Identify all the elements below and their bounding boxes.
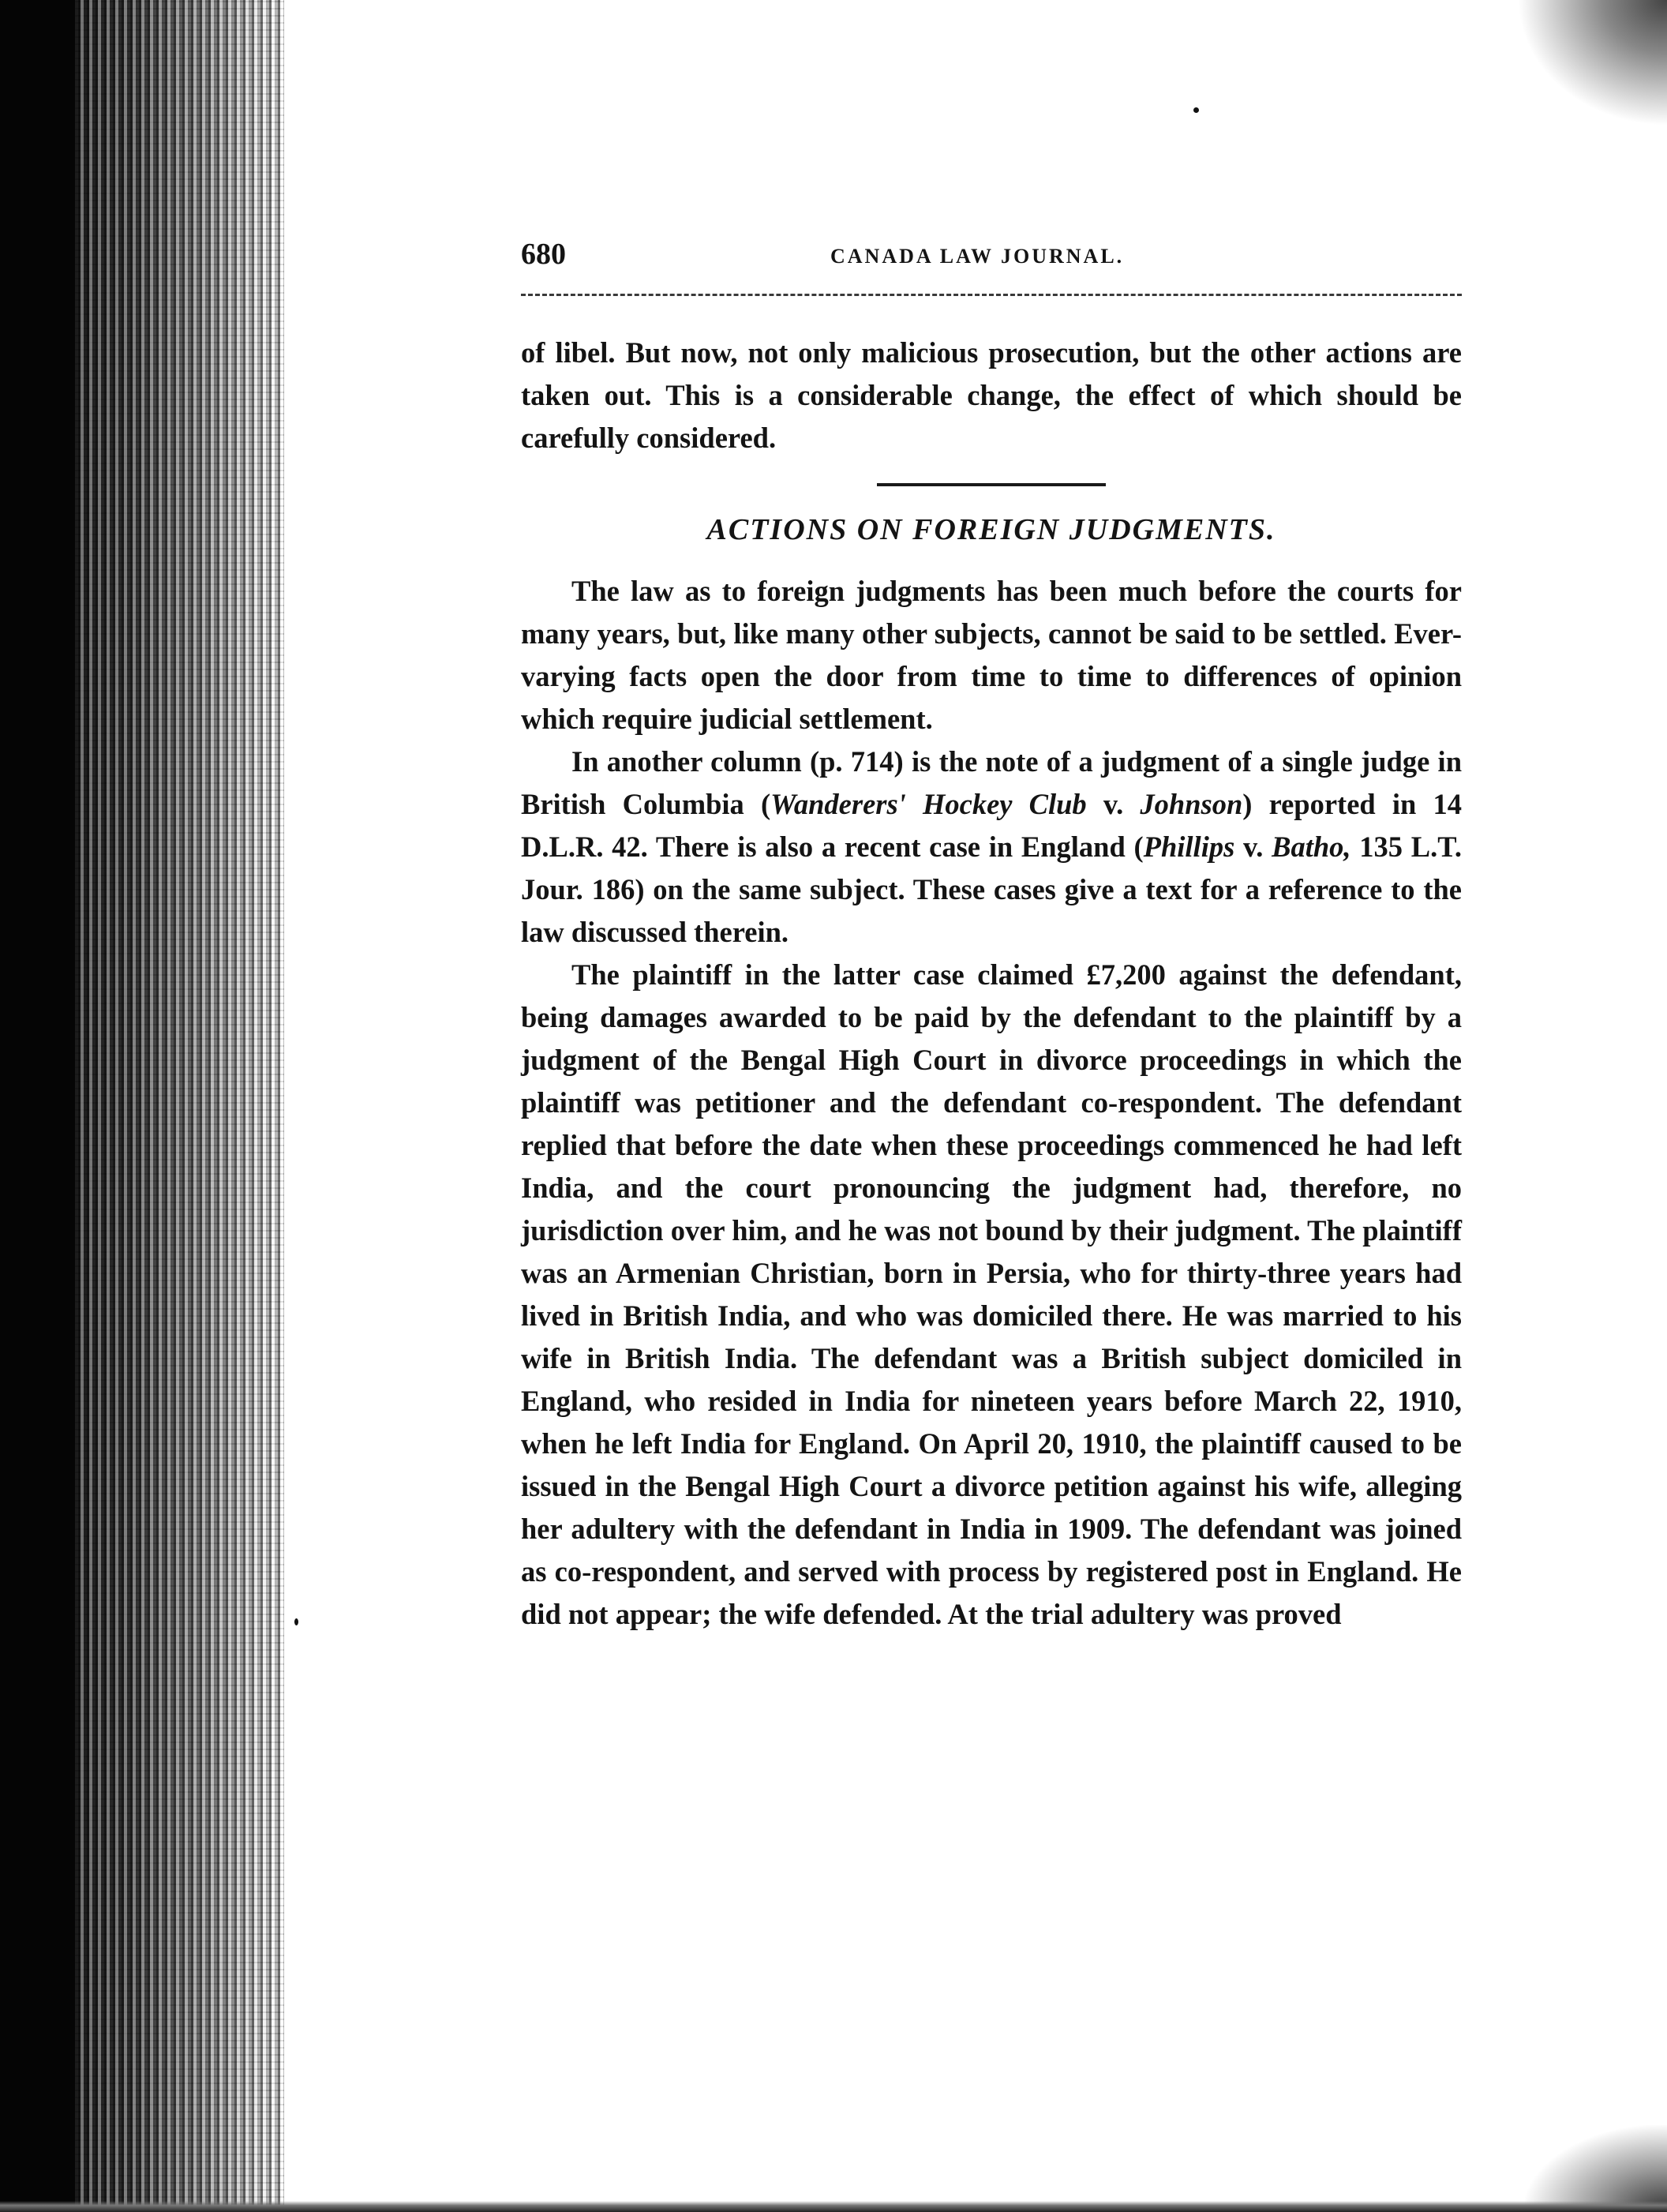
page-number: 680	[521, 238, 566, 271]
scan-speck	[294, 1618, 298, 1625]
binding-edge	[0, 0, 75, 2212]
paragraph	[521, 740, 1462, 954]
paragraph-text: In another column (p. 714) is the note of a judgment of a single judge in British Columbia (	[521, 745, 1462, 820]
paragraph-text: ) reported in 14 D.L.R. 42. There is also a recent case in England (	[521, 788, 1462, 863]
page-body	[521, 332, 1462, 1636]
continued-paragraph: of libel. But now, not only malicious prosecution, but the other actions are taken out. This is a considerable change, the effect of which should be carefully considered.	[521, 336, 1462, 454]
case-name: Johnson	[1140, 788, 1243, 820]
case-name: Batho,	[1272, 830, 1351, 863]
scan-bottom-edge	[0, 2201, 1667, 2212]
case-name: Wanderers' Hockey Club	[770, 788, 1087, 820]
paragraph: The law as to foreign judgments has been much before the courts for many years, but, like many other subjects, cannot be said to be settled. Ever-varying facts open the door from time to time to differences of opinion which require judicial settlement.	[521, 575, 1462, 735]
scan-corner-top-right	[1517, 0, 1667, 126]
running-title: CANADA LAW JOURNAL.	[830, 245, 1125, 268]
paragraph: The plaintiff in the latter case claimed £7,200 against the defendant, being damages awarded to be paid by the defendant to the plaintiff by a judgment of the Bengal High Court in divorce proceedings in which the plaintiff was petitioner and the defendant co-respondent. The defendant replied that before the date when these proceedings commenced he had left India, and the court pronouncing the judgment had, therefore, no jurisdiction over him, and he was not bound by their judgment. The plaintiff was an Armenian Christian, born in Persia, who for thirty-three years had lived in British India, and who was domiciled there. He was married to his wife in British India. The defendant was a British subject domiciled in England, who resided in India for nineteen years before March 22, 1910, when he left India for England. On April 20, 1910, the plaintiff caused to be issued in the Bengal High Court a divorce petition against his wife, alleging her adultery with the defendant in India in 1909. The defendant was joined as co-respondent, and served with process by registered post in England. He did not appear; the wife defended. At the trial adultery was proved	[521, 958, 1462, 1630]
page-header	[521, 237, 1462, 276]
scan-corner-bottom-right	[1525, 2125, 1667, 2212]
paragraph-text: v.	[1234, 830, 1272, 863]
scan-speck	[1193, 107, 1199, 113]
case-name: Phillips	[1143, 830, 1235, 863]
paragraph-text: v.	[1086, 788, 1141, 820]
section-title: ACTIONS ON FOREIGN JUDGMENTS.	[706, 513, 1276, 546]
section-divider	[877, 483, 1106, 486]
header-rule	[521, 294, 1462, 296]
paragraph-text: 135 L.T. Jour. 186) on the same subject. These cases give a text for a reference to the law discussed therein.	[521, 830, 1462, 948]
